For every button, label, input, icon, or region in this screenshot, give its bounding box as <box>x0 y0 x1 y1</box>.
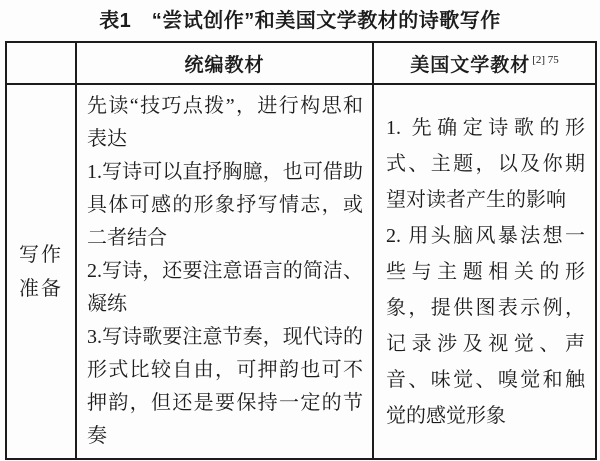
unified-paragraph-1: 1.写诗可以直抒胸臆，也可借助具体可感的形象抒写情志，或二者结合 <box>87 161 363 249</box>
american-textbook-cell <box>373 84 596 459</box>
comparison-table <box>5 41 597 460</box>
header-row <box>6 42 596 84</box>
citation-superscript: [2] 75 <box>532 54 559 67</box>
table-caption: 表1 “尝试创作”和美国文学教材的诗歌写作 <box>99 10 501 32</box>
row-header-writing-preparation: 写作准备 <box>19 243 63 300</box>
unified-paragraph-2: 2.写诗，还要注意语言的简洁、凝练 <box>87 260 363 315</box>
unified-paragraph-intro: 先读“技巧点拨”，进行构思和表达 <box>87 95 363 150</box>
american-paragraph-2: 2. 用头脑风暴法想一些与主题相关的形象，提供图表示例，记录涉及视觉、声音、味觉、嗅觉和触觉的感觉形象 <box>386 224 585 427</box>
unified-textbook-content <box>77 85 372 458</box>
col-header-american-textbook <box>373 42 596 84</box>
row-header-cell <box>6 84 76 459</box>
col-header-unified-textbook: 统编教材 <box>76 42 373 84</box>
american-textbook-content <box>374 105 595 439</box>
corner-cell <box>6 42 76 84</box>
unified-textbook-cell <box>76 84 373 459</box>
unified-paragraph-3: 3.写诗歌要注意节奏，现代诗的形式比较自由，可押韵也可不押韵，但还是要保持一定的节奏 <box>87 326 363 447</box>
american-textbook-label: 美国文学教材 <box>410 54 531 76</box>
body-row <box>6 84 596 459</box>
american-paragraph-1: 1. 先确定诗歌的形式、主题，以及你期望对读者产生的影响 <box>386 116 585 211</box>
